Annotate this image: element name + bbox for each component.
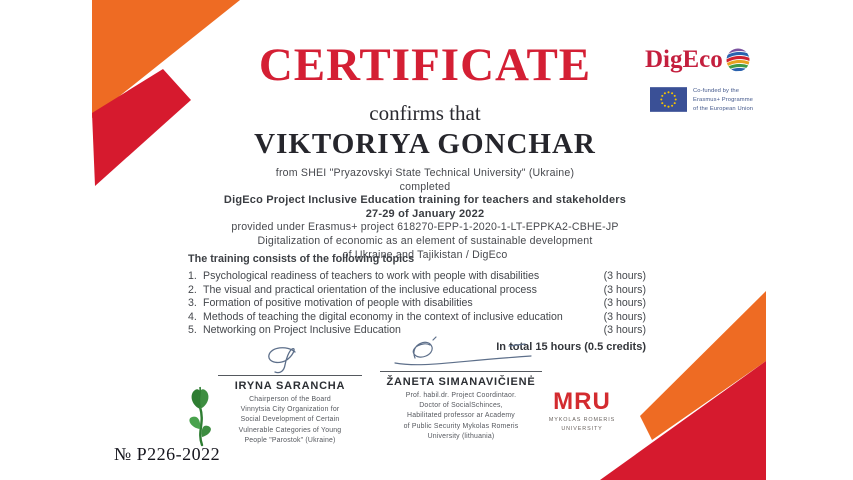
mru-logo [547, 390, 617, 433]
role-line: Habilitated professor ar Academy [407, 412, 515, 420]
mru-name-line: MYKOLAS ROMERIS [548, 417, 616, 423]
course-title-line: DigEco Project Inclusive Education training for teachers and stakeholders [223, 194, 627, 207]
topic-text: Methods of teaching the digital economy in the context of inclusive education [203, 310, 563, 323]
signature-left [210, 344, 370, 374]
topic-hours: (3 hours) [603, 297, 646, 309]
topic-number: 3. [188, 297, 197, 309]
signature-block-left [210, 344, 370, 446]
topic-number: 4. [188, 310, 197, 323]
parostok-plant-icon [182, 385, 220, 447]
role-line: of Public Security Mykolas Romeris [403, 422, 519, 430]
topic-text: Psychological readiness of teachers to work with people with disabilities [203, 270, 540, 282]
signatory-name-right: ŽANETA SIMANAVIČIENĖ [386, 376, 536, 388]
project-name-line2: of Ukraine and Tajikistan / DigEco [342, 248, 508, 261]
recipient-name: VIKTORIYA GONCHAR [254, 128, 596, 160]
role-line: Social Development of Certain [240, 416, 340, 424]
topic-text: Formation of positive motivation of people with disabilities [203, 297, 473, 309]
topic-row [188, 311, 646, 325]
signatory-name-left: IRYNA SARANCHA [234, 380, 346, 392]
topic-row [188, 297, 646, 311]
course-dates-line: 27-29 of January 2022 [365, 207, 485, 220]
role-line: Chairperson of the Board [249, 396, 331, 403]
topic-text: The visual and practical orientation of the inclusive educational process [203, 283, 537, 296]
confirms-text: confirms that [369, 101, 481, 125]
institution-line: from SHEI "Pryazovskyi State Technical University" (Ukraine) [275, 167, 575, 179]
certificate-header [160, 0, 690, 262]
signatory-role-right [372, 391, 550, 442]
topic-hours: (3 hours) [603, 310, 646, 323]
eu-funding-text [693, 87, 753, 114]
parostok-logo [182, 385, 220, 452]
mru-logo-text: MRU [553, 388, 611, 415]
signature-block-right [372, 340, 550, 442]
eu-text-line: Erasmus+ Programme [693, 96, 753, 103]
digeco-logo [645, 46, 751, 74]
project-name-line1: Digitalization of economic as an element of sustainable development [257, 234, 593, 247]
topics-heading: The training consists of the following topics [188, 253, 415, 265]
completed-line: completed [399, 180, 451, 193]
eu-text-line: Co-funded by the [693, 88, 740, 94]
certificate-title: CERTIFICATE [258, 39, 592, 91]
signature-right [372, 340, 550, 370]
topic-number: 1. [188, 270, 197, 282]
topic-number: 2. [188, 283, 197, 296]
mru-university-name [547, 416, 617, 433]
role-line: Prof. habil.dr. Project Coordintaor. [405, 392, 517, 399]
topic-row [188, 270, 646, 284]
topic-row [188, 284, 646, 298]
role-line: Vinnytsia City Organization for [240, 406, 340, 414]
topic-hours: (3 hours) [603, 270, 646, 282]
topic-number: 5. [188, 324, 197, 336]
eu-flag-icon [650, 87, 687, 112]
signatory-role-left [210, 395, 370, 446]
role-line: People "Parostok" (Ukraine) [244, 436, 336, 444]
digeco-logo-text: DigEco [645, 46, 723, 73]
signature-line [380, 371, 542, 372]
eu-funding-block [650, 87, 753, 114]
signature-left-ink [255, 344, 325, 374]
topic-hours: (3 hours) [603, 324, 646, 336]
total-hours-line: In total 15 hours (0.5 credits) [496, 340, 646, 353]
topic-hours: (3 hours) [603, 283, 646, 296]
role-line: Vulnerable Categories of Young [238, 426, 342, 434]
signature-line [218, 375, 362, 376]
role-line: Doctor of SocialSchinces, [419, 402, 503, 410]
eu-text-line: of the European Union [693, 105, 754, 112]
topic-text: Networking on Project Inclusive Education [203, 324, 401, 336]
role-line: University (lithuania) [427, 432, 495, 440]
mru-name-line: UNIVERSITY [561, 425, 603, 432]
signature-right-ink [381, 336, 541, 370]
project-number-line: provided under Erasmus+ project 618270-EPP-1-2020-1-LT-EPPKA2-CBHE-JP [231, 221, 619, 234]
certificate-number: № P226-2022 [114, 444, 221, 464]
digeco-globe-icon [725, 47, 751, 73]
